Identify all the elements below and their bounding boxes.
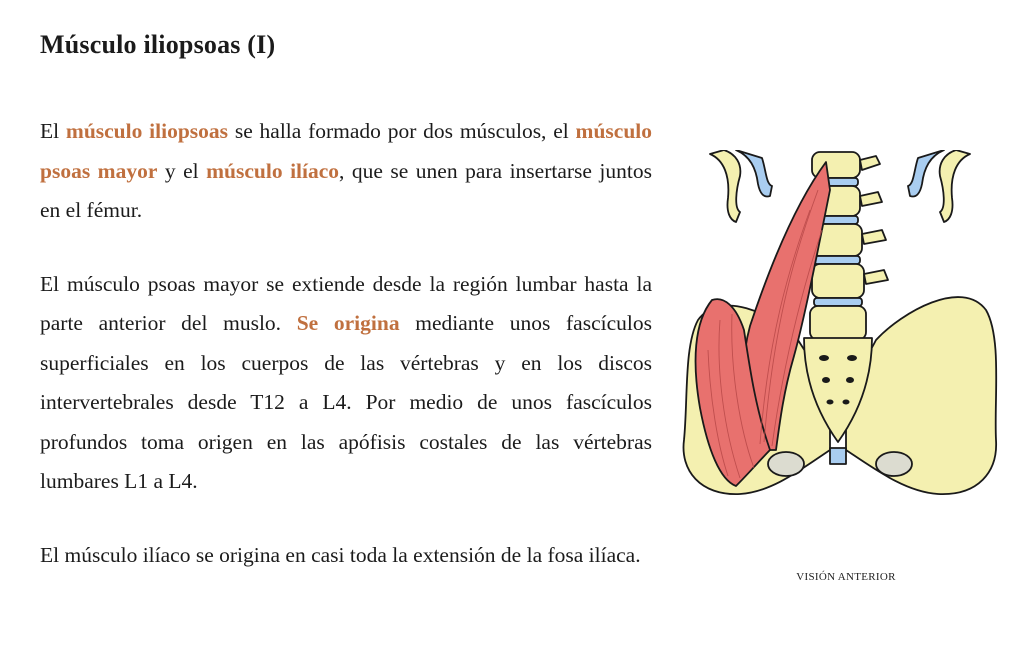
- highlight-psoas-mayor: músculo psoas mayor: [40, 119, 653, 183]
- rib-right-inner: [908, 150, 944, 197]
- paragraph-2: [40, 265, 652, 502]
- paragraph-1: [40, 112, 652, 231]
- paragraph-3: [40, 536, 652, 576]
- anatomy-illustration: [680, 150, 1000, 532]
- pubic-symphysis: [830, 448, 846, 464]
- vertebral-disc: [814, 256, 860, 264]
- rib-left: [710, 150, 740, 222]
- transverse-process: [862, 230, 886, 244]
- highlight-se-origina: Se origina: [296, 311, 400, 335]
- iliopsoas-anatomy-drawing: [680, 150, 1000, 532]
- vertebral-disc: [814, 298, 862, 306]
- text-fragment: , que se unen para insertarse juntos en el fémur.: [40, 158, 652, 222]
- transverse-process: [860, 192, 882, 206]
- text-fragment: se halla formado por dos músculos, el: [228, 119, 576, 143]
- rib-right: [940, 150, 970, 222]
- page-title: Músculo iliopsoas (I): [40, 30, 276, 59]
- vertebra: [812, 264, 864, 298]
- transverse-process: [860, 156, 880, 170]
- text-fragment: y el: [157, 158, 207, 183]
- ilium-right: [846, 297, 996, 494]
- highlight-musculo-iliaco: músculo ilíaco: [206, 158, 340, 183]
- text-fragment: El músculo ilíaco se origina en casi toda la extensión de la fosa ilíaca.: [40, 542, 641, 567]
- highlight-musculo-iliopsoas: músculo iliopsoas: [65, 119, 229, 143]
- body-text: [40, 112, 652, 609]
- rib-left-inner: [736, 150, 772, 197]
- obturator-foramen-right: [876, 452, 912, 476]
- vertebra: [810, 306, 866, 340]
- text-fragment: mediante unos fascículos superficiales en los cuerpos de las vértebras y en los discos intervertebrales desde T12 a L4. Por medio de unos fascículos profundos toma origen en las apófisis costales de las vértebras lumbares L1 a L4.: [40, 311, 652, 493]
- text-fragment: El: [40, 119, 66, 143]
- figure-caption: VISIÓN ANTERIOR: [796, 571, 896, 583]
- transverse-process: [864, 270, 888, 284]
- obturator-foramen-left: [768, 452, 804, 476]
- text-fragment: El músculo psoas mayor se extiende desde la región lumbar hasta la parte anterior del muslo.: [40, 271, 652, 335]
